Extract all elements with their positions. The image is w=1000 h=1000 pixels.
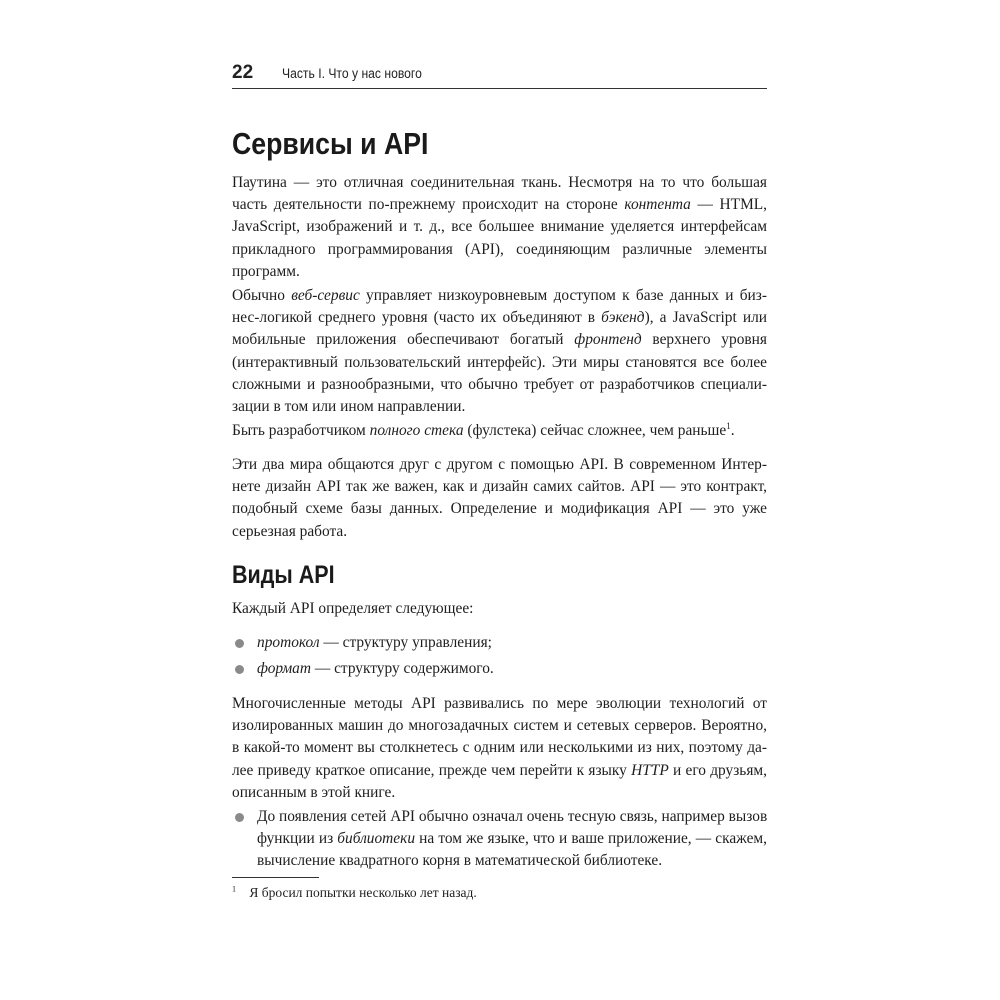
- subsection-intro: Каждый API определяет следующее:: [232, 600, 474, 617]
- section-title: Сервисы и API: [232, 126, 429, 161]
- paragraph-4: Эти два мира общаются друг с другом с помощью API. В современном Интер- нете дизайн API так же важен, как и дизайн самих сайтов. API — это контракт, подобный схеме базы данных. Определение и модификация API — это уже серьезная работа.: [232, 456, 767, 540]
- emphasis-full-stack: полного стека: [369, 422, 464, 439]
- emphasis-frontend: фронтенд: [574, 331, 642, 349]
- bullet-icon: [235, 665, 244, 674]
- page-number: 22: [232, 62, 254, 83]
- footnote: [232, 885, 767, 901]
- bullet-icon: [235, 639, 244, 648]
- emphasis-content: контента: [624, 196, 691, 214]
- footnote-ref: 1: [726, 420, 731, 431]
- bullet-icon: [235, 813, 244, 822]
- paragraph-3: Быть разработчиком полного стека (фулстека) сейчас сложнее, чем раньше$^1$.: [232, 420, 735, 439]
- running-head: Часть I. Что у нас нового: [282, 66, 422, 81]
- footnote-text: Я бросил попытки несколько лет назад.: [249, 885, 477, 900]
- emphasis-web-service: веб-сервис: [291, 287, 360, 304]
- footnote-marker: 1: [232, 884, 236, 894]
- footnote-divider: [232, 877, 319, 878]
- page-header: [232, 62, 767, 89]
- paragraph-1: Паутина — это отличная соединительная ткань. Несмотря на то что большая часть деятельности по-прежнему происходит на стороне контента — HTML, JavaScript, изображений и т. д., все большее внимание уделяется интерфейсам прикладного программирования (API), соединяющим различные элементы программ.: [232, 174, 767, 280]
- emphasis-http: HTTP: [631, 761, 669, 779]
- emphasis-library: библиотеки: [337, 830, 416, 848]
- paragraph-5: Многочисленные методы API развивались по мере эволюции технологий от изолированных машин до многозадачных систем и сетевых серверов. Вероятно, в какой-то момент вы столкнетесь с одним или несколькими из них, поэтому да- лее приведу краткое описание, прежде чем перейти к языку HTTP и его друзьям, описанным в этой книге.: [232, 695, 767, 801]
- subsection-title: Виды API: [232, 561, 335, 589]
- paragraph-2: Обычно веб-сервис управляет низкоуровневым доступом к базе данных и биз- нес-логикой среднего уровня (часто их объединяют в бэкенд), а JavaScript или мобильные приложения обеспечивают богатый фронтенд верхнего уровня (интерактивный пользовательский интерфейс). Эти миры становятся все более сложными и разнообразными, что обычно требует от разработчиков специали- зации в том или ином направлении.: [232, 287, 767, 416]
- emphasis-backend: бэкенд: [601, 309, 645, 327]
